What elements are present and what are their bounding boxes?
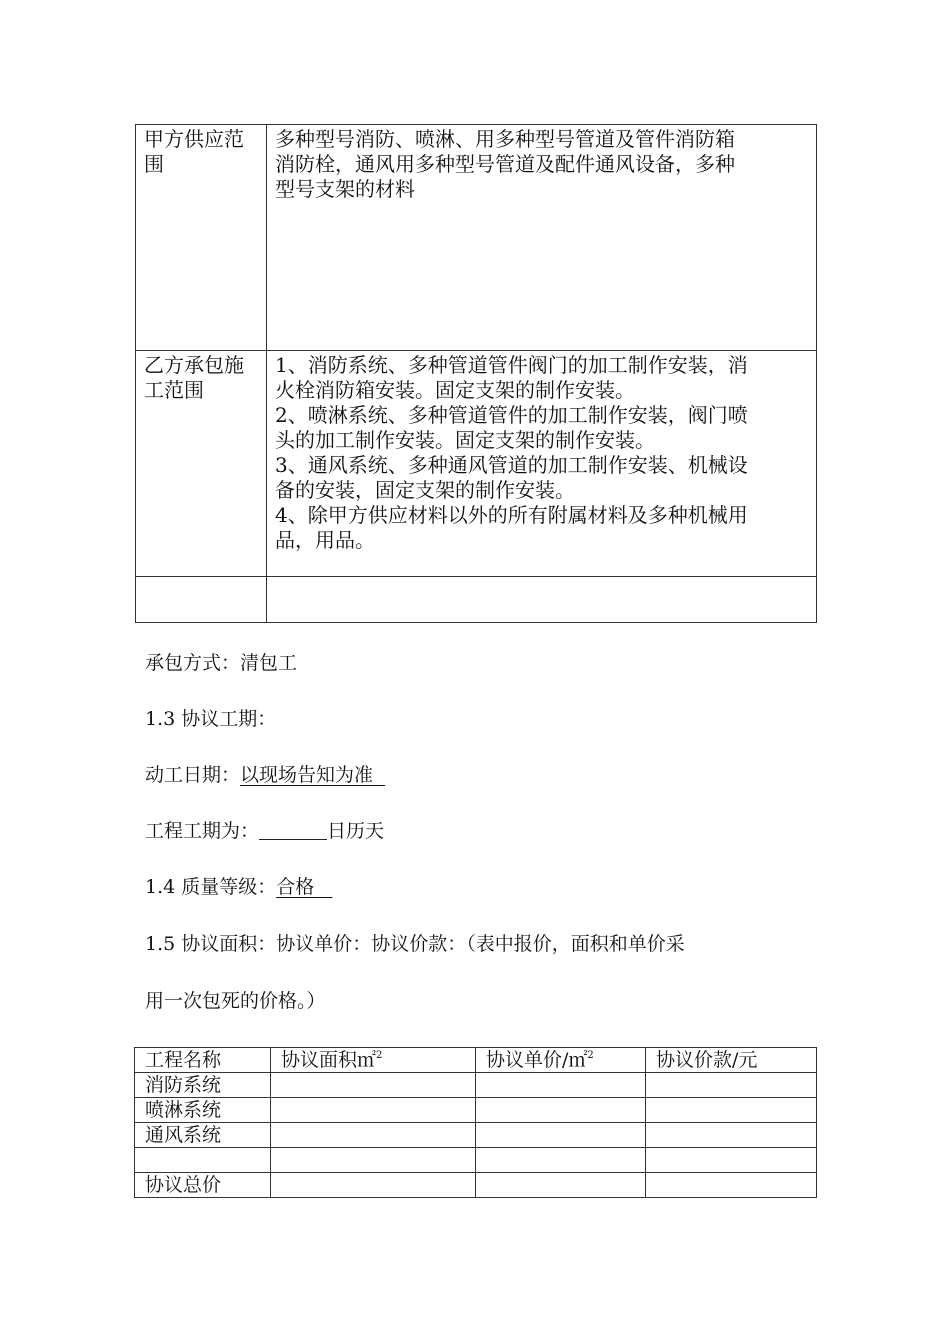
area-line-1: 1.5 协议面积：协议单价：协议价款：（表中报价，面积和单价采 (145, 933, 685, 955)
area-cell (271, 1073, 476, 1098)
content-line: 头的加工制作安装。固定支架的制作安装。 (275, 428, 655, 452)
content-line: 火栓消防箱安装。固定支架的制作安装。 (275, 378, 635, 402)
content-line: 4、除甲方供应材料以外的所有附属材料及多种机械用 (275, 503, 748, 527)
label-line: 甲方供应范 (144, 127, 244, 151)
quality-line (145, 875, 332, 899)
duration-suffix: 日历天 (327, 820, 385, 842)
header-name: 工程名称 (135, 1048, 271, 1073)
total-cell (646, 1073, 817, 1098)
table-row-total (135, 1173, 817, 1198)
unit-cell (476, 1123, 646, 1148)
label-line: 乙方承包施 (144, 353, 244, 377)
header-unit (476, 1048, 646, 1073)
scope-row-label (136, 351, 267, 577)
start-date-value: 以现场告知为准 (240, 764, 374, 786)
row-name (135, 1148, 271, 1173)
total-cell (646, 1123, 817, 1148)
start-date-line (145, 763, 385, 787)
table-row (135, 1148, 817, 1173)
price-table-header (135, 1048, 817, 1073)
unit-cell (476, 1148, 646, 1173)
period-heading: 1.3 协议工期： (145, 708, 277, 730)
table-row (135, 1123, 817, 1148)
header-area (271, 1048, 476, 1073)
area-cell (271, 1098, 476, 1123)
table-row (135, 1073, 817, 1098)
content-line: 2、喷淋系统、多种管道管件的加工制作安装，阀门喷 (275, 403, 748, 427)
content-line: 3、通风系统、多种通风管道的加工制作安装、机械设 (275, 453, 748, 477)
empty-cell (136, 577, 267, 623)
method-label: 承包方式： (145, 652, 241, 674)
row-name: 协议总价 (135, 1173, 271, 1198)
label-line: 围 (144, 152, 164, 176)
table-row (135, 1098, 817, 1123)
unit-cell (476, 1098, 646, 1123)
content-line: 型号支架的材料 (275, 177, 415, 201)
content-line: 1、消防系统、多种管道管件阀门的加工制作安装，消 (275, 353, 748, 377)
start-date-label: 动工日期： (145, 764, 241, 786)
header-unit-sup: 2 (587, 1050, 594, 1061)
row-name: 消防系统 (135, 1073, 271, 1098)
scope-row-contract (136, 351, 817, 577)
row-name: 通风系统 (135, 1123, 271, 1148)
duration-blank (259, 819, 327, 840)
area-cell (271, 1148, 476, 1173)
duration-label: 工程工期为： (145, 820, 260, 842)
scope-row-content (267, 125, 817, 351)
content-line: 消防栓，通风用多种型号管道及配件通风设备，多种 (275, 152, 735, 176)
content-line: 备的安装，固定支架的制作安装。 (275, 478, 575, 502)
price-table (134, 1047, 817, 1198)
method-value: 清包工 (240, 652, 298, 674)
contract-method-line (145, 651, 297, 675)
header-unit-text: 协议单价/㎡ (486, 1049, 588, 1071)
duration-line (145, 819, 384, 843)
header-area-text: 协议面积㎡ (281, 1049, 377, 1071)
quality-value: 合格 (276, 876, 315, 898)
underline-pad (373, 764, 385, 786)
scope-table (135, 124, 817, 623)
label-line: 工范围 (144, 378, 204, 402)
unit-cell (476, 1073, 646, 1098)
scope-row-empty (136, 577, 817, 623)
row-name: 喷淋系统 (135, 1098, 271, 1123)
content-line: 多种型号消防、喷淋、用多种型号管道及管件消防箱 (275, 127, 735, 151)
underline-pad (314, 876, 332, 898)
total-cell (646, 1173, 817, 1198)
scope-row-label (136, 125, 267, 351)
unit-cell (476, 1173, 646, 1198)
quality-label: 1.4 质量等级： (145, 876, 277, 898)
area-cell (271, 1123, 476, 1148)
header-area-sup: 2 (376, 1050, 383, 1061)
total-cell (646, 1148, 817, 1173)
content-line: 品，用品。 (275, 528, 375, 552)
area-line-2: 用一次包死的价格。） (145, 990, 326, 1012)
scope-row-content (267, 351, 817, 577)
empty-cell (267, 577, 817, 623)
area-cell (271, 1173, 476, 1198)
scope-row-supply (136, 125, 817, 351)
total-cell (646, 1098, 817, 1123)
header-total: 协议价款/元 (646, 1048, 817, 1073)
